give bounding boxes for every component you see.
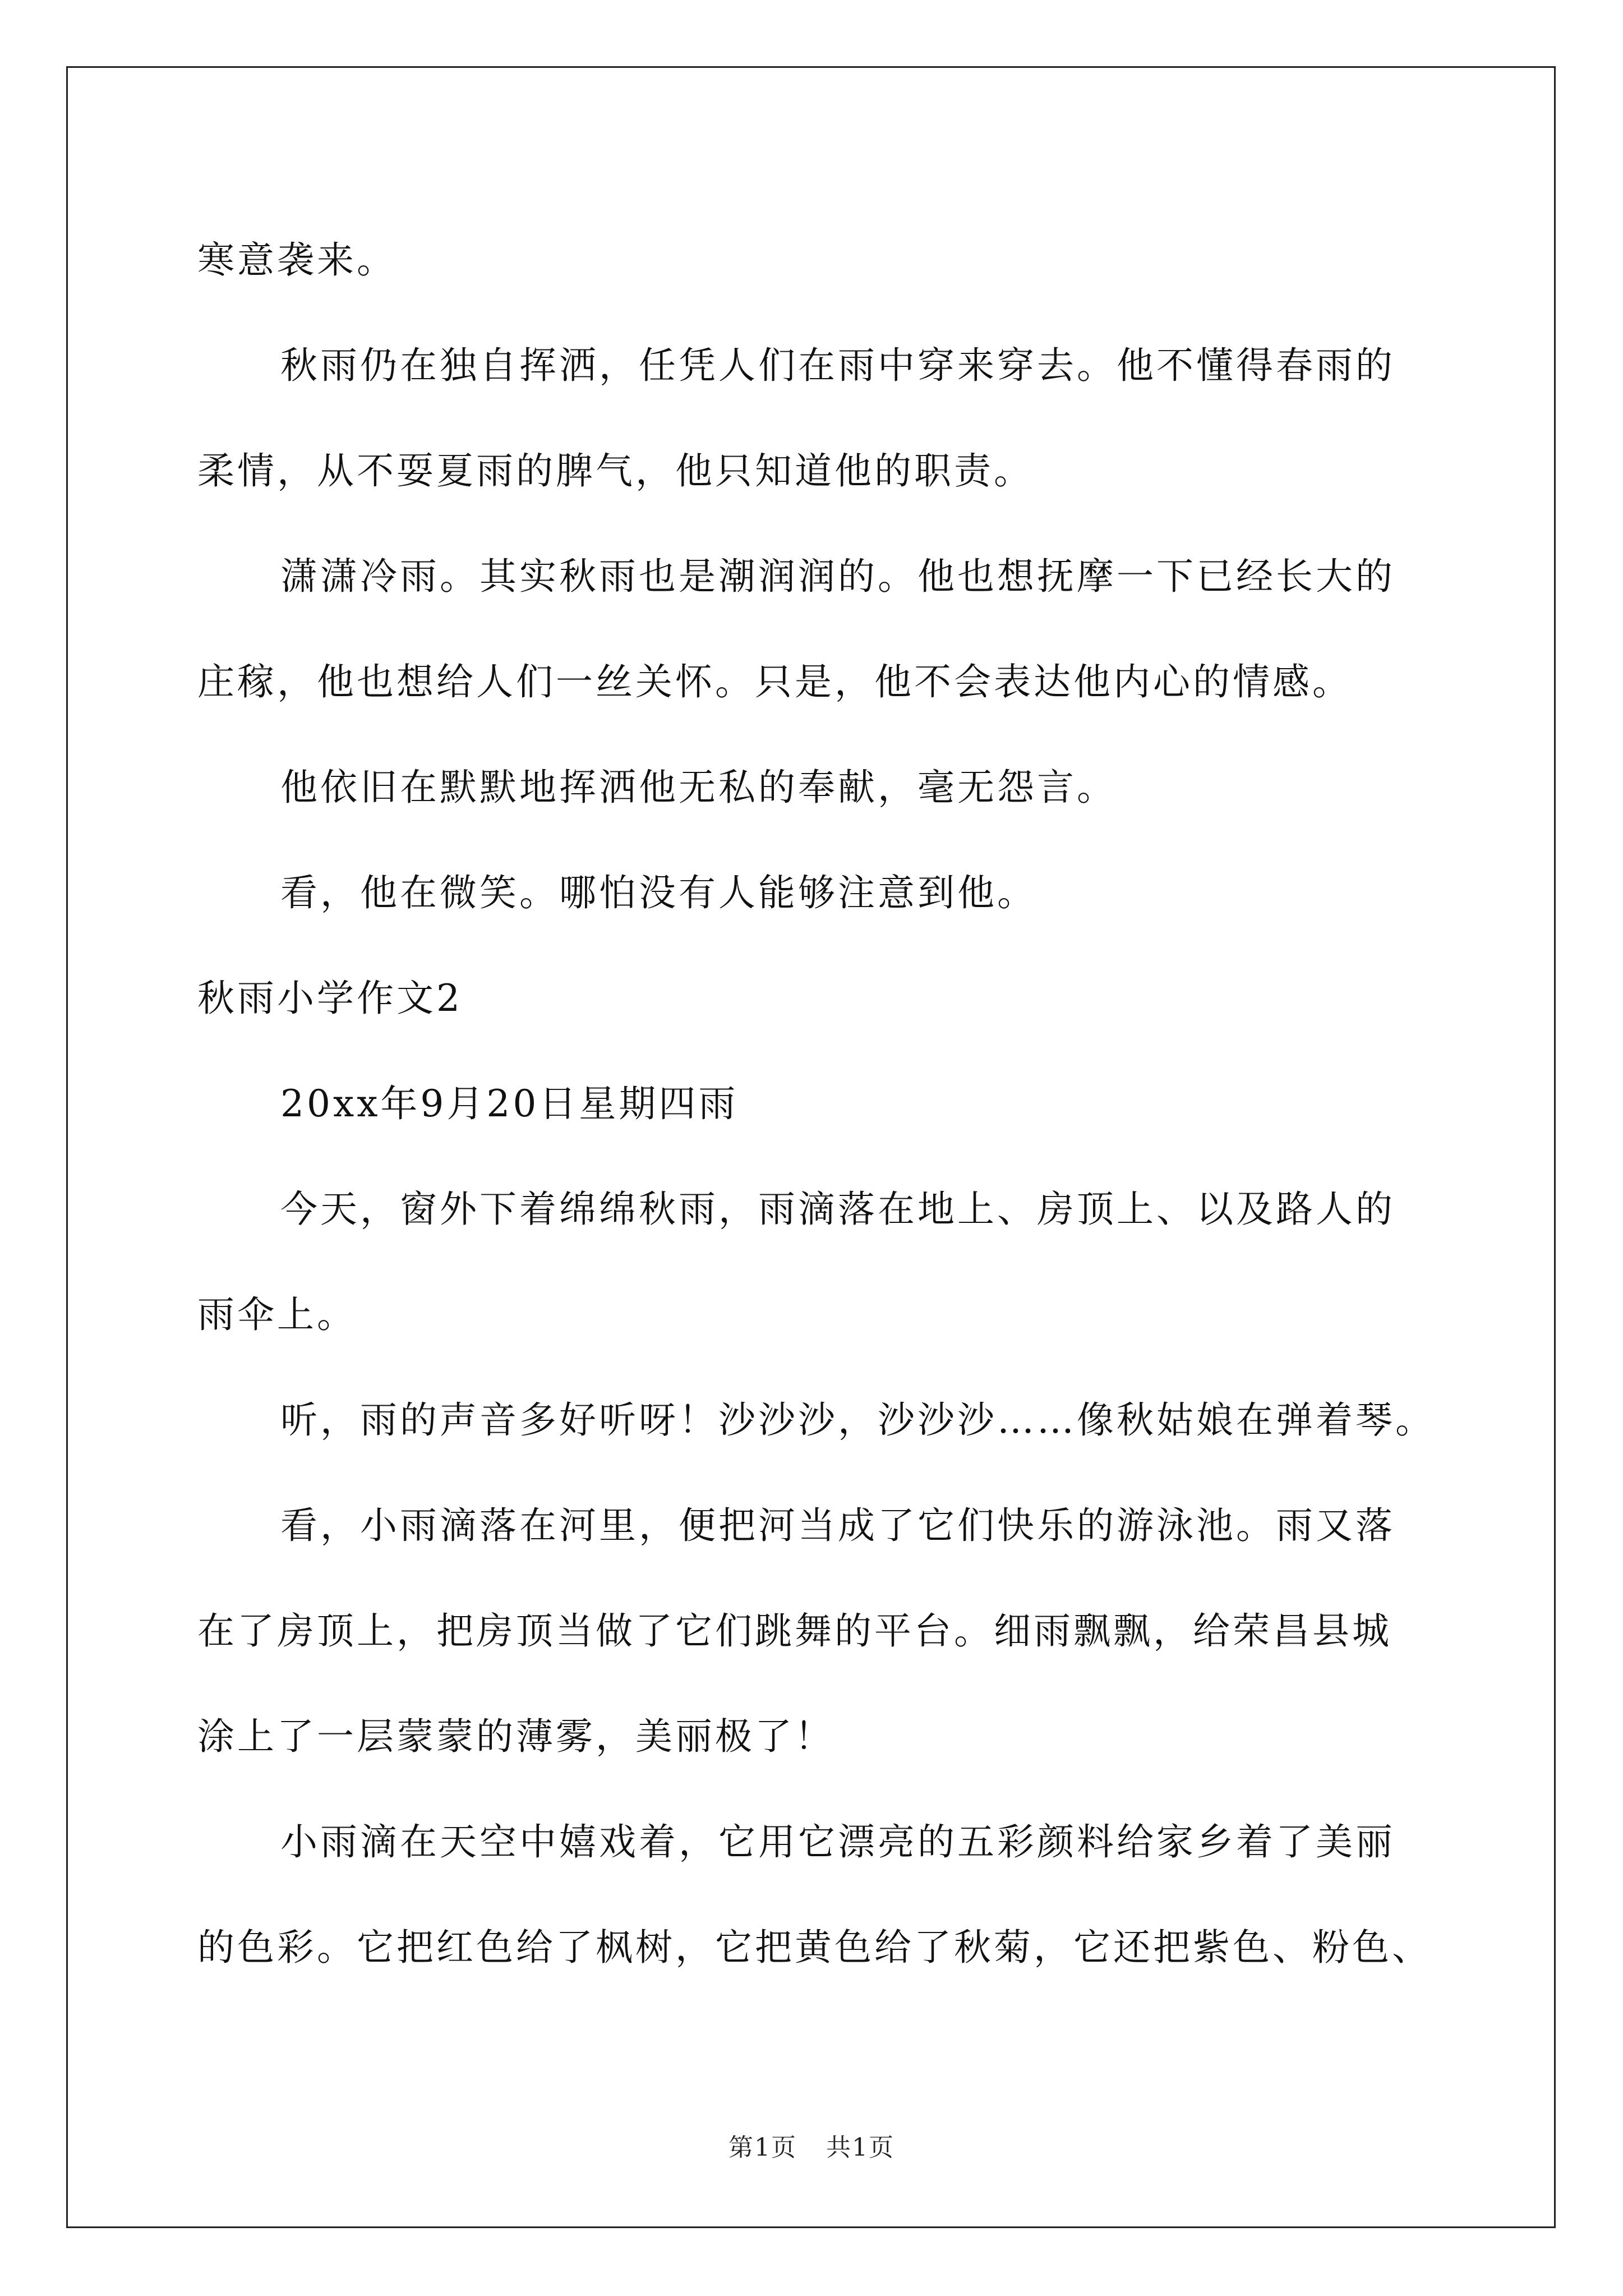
paragraph-line: 看，他在微笑。哪怕没有人能够注意到他。 (280, 871, 1037, 914)
page-footer (0, 2127, 1623, 2163)
paragraph-line: 雨伞上。 (197, 1293, 357, 1336)
paragraph-line: 小雨滴在天空中嬉戏着，它用它漂亮的五彩颜料给家乡着了美丽 (280, 1820, 1395, 1864)
paragraph-line: 的色彩。它把红色给了枫树，它把黄色给了秋菊，它还把紫色、粉色、 (197, 1926, 1432, 1969)
page-total: 共1页 (826, 2133, 895, 2162)
section-heading: 秋雨小学作文2 (197, 977, 463, 1020)
paragraph-line: 涂上了一层蒙蒙的薄雾，美丽极了！ (197, 1715, 834, 1758)
paragraph-line: 今天，窗外下着绵绵秋雨，雨滴落在地上、房顶上、以及路人的 (280, 1188, 1395, 1231)
page-number: 第1页 (728, 2133, 797, 2162)
paragraph-line: 庄稼，他也想给人们一丝关怀。只是，他不会表达他内心的情感。 (197, 660, 1352, 703)
paragraph-line: 听，雨的声音多好听呀！沙沙沙，沙沙沙……像秋姑娘在弹着琴。 (280, 1398, 1435, 1442)
paragraph-line: 柔情，从不耍夏雨的脾气，他只知道他的职责。 (197, 449, 1034, 493)
date-line: 20xx年9月20日星期四雨 (280, 1082, 739, 1125)
paragraph-line: 在了房顶上，把房顶当做了它们跳舞的平台。细雨飘飘，给荣昌县城 (197, 1609, 1392, 1653)
paragraph-line: 他依旧在默默地挥洒他无私的奉献，毫无怨言。 (280, 766, 1117, 809)
document-body (197, 208, 1442, 2000)
paragraph-line: 寒意袭来。 (197, 238, 396, 282)
paragraph-line: 看，小雨滴落在河里，便把河当成了它们快乐的游泳池。雨又落 (280, 1504, 1395, 1547)
paragraph-line: 秋雨仍在独自挥洒，任凭人们在雨中穿来穿去。他不懂得春雨的 (280, 344, 1395, 387)
paragraph-line: 潇潇冷雨。其实秋雨也是潮润润的。他也想抚摩一下已经长大的 (280, 555, 1395, 598)
